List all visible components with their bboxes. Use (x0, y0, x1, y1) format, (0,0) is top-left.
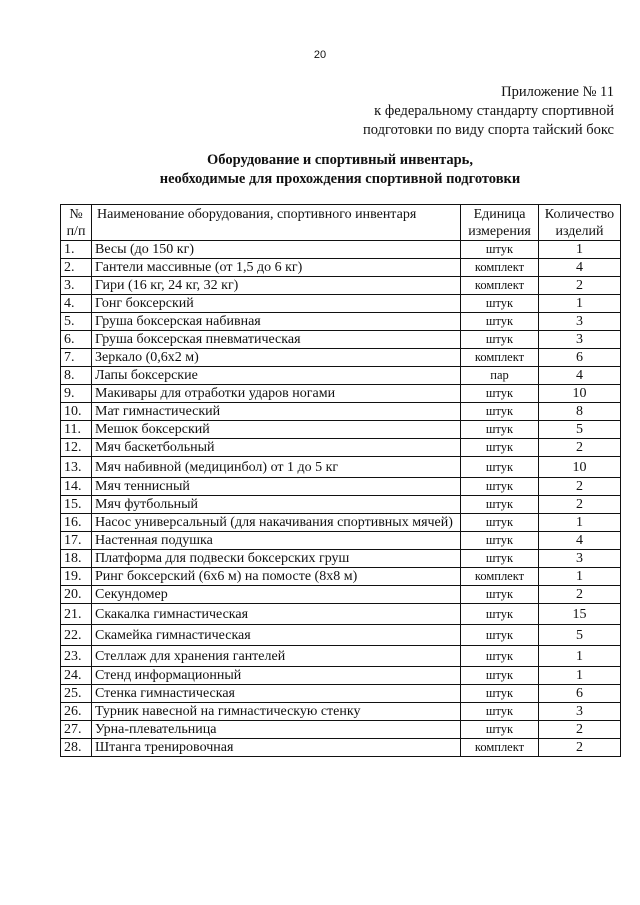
row-number: 8. (61, 367, 92, 385)
item-name: Мешок боксерский (92, 421, 461, 439)
item-unit: штук (461, 514, 539, 532)
item-name: Скакалка гимнастическая (92, 604, 461, 625)
appendix-reference (274, 83, 614, 140)
item-unit: штук (461, 478, 539, 496)
item-quantity: 2 (539, 739, 621, 757)
table-row (61, 667, 621, 685)
table-row (61, 331, 621, 349)
item-name: Стенка гимнастическая (92, 685, 461, 703)
row-number: 6. (61, 331, 92, 349)
item-quantity: 4 (539, 259, 621, 277)
header-unit-line-1: Единица (473, 207, 526, 222)
item-unit: штук (461, 439, 539, 457)
item-quantity: 3 (539, 331, 621, 349)
item-name: Турник навесной на гимнастическую стенку (92, 703, 461, 721)
item-quantity: 15 (539, 604, 621, 625)
table-row (61, 457, 621, 478)
row-number: 7. (61, 349, 92, 367)
row-number: 11. (61, 421, 92, 439)
item-unit: штук (461, 295, 539, 313)
item-unit: штук (461, 331, 539, 349)
header-name (92, 205, 461, 241)
header-unit (461, 205, 539, 241)
document-title (0, 151, 640, 189)
table-row (61, 685, 621, 703)
table-row (61, 604, 621, 625)
row-number: 9. (61, 385, 92, 403)
item-name: Гантели массивные (от 1,5 до 6 кг) (92, 259, 461, 277)
item-quantity: 1 (539, 241, 621, 259)
table-row (61, 703, 621, 721)
table-row (61, 367, 621, 385)
item-name: Гири (16 кг, 24 кг, 32 кг) (92, 277, 461, 295)
item-name: Штанга тренировочная (92, 739, 461, 757)
item-name: Платформа для подвески боксерских груш (92, 550, 461, 568)
row-number: 21. (61, 604, 92, 625)
header-qty-line-1: Количество (544, 207, 615, 222)
header-qty-line-2: изделий (555, 224, 604, 239)
item-unit: штук (461, 457, 539, 478)
item-quantity: 5 (539, 625, 621, 646)
row-number: 23. (61, 646, 92, 667)
item-name: Мяч футбольный (92, 496, 461, 514)
table-row (61, 295, 621, 313)
row-number: 19. (61, 568, 92, 586)
row-number: 22. (61, 625, 92, 646)
table-row (61, 241, 621, 259)
item-name: Секундомер (92, 586, 461, 604)
item-quantity: 10 (539, 385, 621, 403)
item-name: Весы (до 150 кг) (92, 241, 461, 259)
table-row (61, 721, 621, 739)
item-quantity: 2 (539, 478, 621, 496)
item-unit: штук (461, 703, 539, 721)
item-unit: комплект (461, 568, 539, 586)
item-unit: штук (461, 625, 539, 646)
table-row (61, 625, 621, 646)
item-unit: штук (461, 421, 539, 439)
table-row (61, 496, 621, 514)
item-name: Мяч теннисный (92, 478, 461, 496)
item-unit: пар (461, 367, 539, 385)
item-quantity: 2 (539, 277, 621, 295)
item-unit: штук (461, 385, 539, 403)
item-unit: штук (461, 685, 539, 703)
item-name: Скамейка гимнастическая (92, 625, 461, 646)
item-name: Стеллаж для хранения гантелей (92, 646, 461, 667)
table-row (61, 349, 621, 367)
row-number: 4. (61, 295, 92, 313)
title-line-1: Оборудование и спортивный инвентарь, (207, 152, 473, 168)
table-row (61, 439, 621, 457)
header-num-line-1: № (69, 207, 83, 222)
appendix-line-1: Приложение № 11 (501, 84, 614, 100)
item-quantity: 6 (539, 685, 621, 703)
item-quantity: 5 (539, 421, 621, 439)
table-row (61, 532, 621, 550)
item-quantity: 1 (539, 667, 621, 685)
item-quantity: 2 (539, 586, 621, 604)
item-name: Настенная подушка (92, 532, 461, 550)
row-number: 2. (61, 259, 92, 277)
page-number: 20 (313, 49, 327, 61)
row-number: 12. (61, 439, 92, 457)
item-unit: штук (461, 241, 539, 259)
row-number: 24. (61, 667, 92, 685)
item-unit: комплект (461, 739, 539, 757)
item-unit: штук (461, 646, 539, 667)
row-number: 15. (61, 496, 92, 514)
item-quantity: 4 (539, 367, 621, 385)
row-number: 26. (61, 703, 92, 721)
row-number: 14. (61, 478, 92, 496)
item-quantity: 1 (539, 568, 621, 586)
item-name: Насос универсальный (для накачивания спортивных мячей) (92, 514, 461, 532)
item-quantity: 6 (539, 349, 621, 367)
item-unit: штук (461, 313, 539, 331)
item-quantity: 10 (539, 457, 621, 478)
item-name: Мат гимнастический (92, 403, 461, 421)
table-row (61, 421, 621, 439)
appendix-line-2: к федеральному стандарту спортивной (374, 103, 614, 119)
table-row (61, 385, 621, 403)
header-num-line-2: п/п (66, 224, 86, 239)
item-quantity: 4 (539, 532, 621, 550)
item-name: Мяч баскетбольный (92, 439, 461, 457)
table-row (61, 259, 621, 277)
row-number: 18. (61, 550, 92, 568)
item-unit: штук (461, 496, 539, 514)
item-quantity: 3 (539, 313, 621, 331)
row-number: 27. (61, 721, 92, 739)
row-number: 5. (61, 313, 92, 331)
item-quantity: 1 (539, 646, 621, 667)
item-unit: комплект (461, 349, 539, 367)
row-number: 16. (61, 514, 92, 532)
item-name: Лапы боксерские (92, 367, 461, 385)
row-number: 1. (61, 241, 92, 259)
item-name: Гонг боксерский (92, 295, 461, 313)
row-number: 20. (61, 586, 92, 604)
row-number: 28. (61, 739, 92, 757)
header-unit-line-2: измерения (468, 224, 531, 239)
item-name: Урна-плевательница (92, 721, 461, 739)
item-name: Мяч набивной (медицинбол) от 1 до 5 кг (92, 457, 461, 478)
table-row (61, 478, 621, 496)
item-name: Макивары для отработки ударов ногами (92, 385, 461, 403)
item-quantity: 8 (539, 403, 621, 421)
item-quantity: 1 (539, 295, 621, 313)
item-quantity: 3 (539, 703, 621, 721)
table-row (61, 277, 621, 295)
item-unit: штук (461, 721, 539, 739)
table-row (61, 514, 621, 532)
table-row (61, 739, 621, 757)
item-unit: штук (461, 403, 539, 421)
item-unit: штук (461, 550, 539, 568)
appendix-line-3: подготовки по виду спорта тайский бокс (363, 122, 614, 138)
equipment-table (60, 204, 621, 757)
item-name: Ринг боксерский (6х6 м) на помосте (8х8 м) (92, 568, 461, 586)
table-header-row (61, 205, 621, 241)
header-num (61, 205, 92, 241)
table-row (61, 550, 621, 568)
item-unit: штук (461, 532, 539, 550)
table-row (61, 568, 621, 586)
table-row (61, 586, 621, 604)
header-name-text: Наименование оборудования, спортивного инвентаря (97, 207, 417, 222)
item-name: Груша боксерская пневматическая (92, 331, 461, 349)
table-row (61, 646, 621, 667)
title-line-2: необходимые для прохождения спортивной подготовки (159, 171, 521, 187)
item-name: Зеркало (0,6х2 м) (92, 349, 461, 367)
item-quantity: 3 (539, 550, 621, 568)
item-unit: комплект (461, 277, 539, 295)
table-body (61, 241, 621, 757)
item-quantity: 2 (539, 721, 621, 739)
row-number: 10. (61, 403, 92, 421)
item-quantity: 2 (539, 496, 621, 514)
row-number: 17. (61, 532, 92, 550)
row-number: 3. (61, 277, 92, 295)
item-unit: штук (461, 586, 539, 604)
item-unit: комплект (461, 259, 539, 277)
item-name: Стенд информационный (92, 667, 461, 685)
item-unit: штук (461, 604, 539, 625)
item-quantity: 2 (539, 439, 621, 457)
row-number: 13. (61, 457, 92, 478)
item-quantity: 1 (539, 514, 621, 532)
table-row (61, 313, 621, 331)
header-qty (539, 205, 621, 241)
table-row (61, 403, 621, 421)
row-number: 25. (61, 685, 92, 703)
item-unit: штук (461, 667, 539, 685)
item-name: Груша боксерская набивная (92, 313, 461, 331)
